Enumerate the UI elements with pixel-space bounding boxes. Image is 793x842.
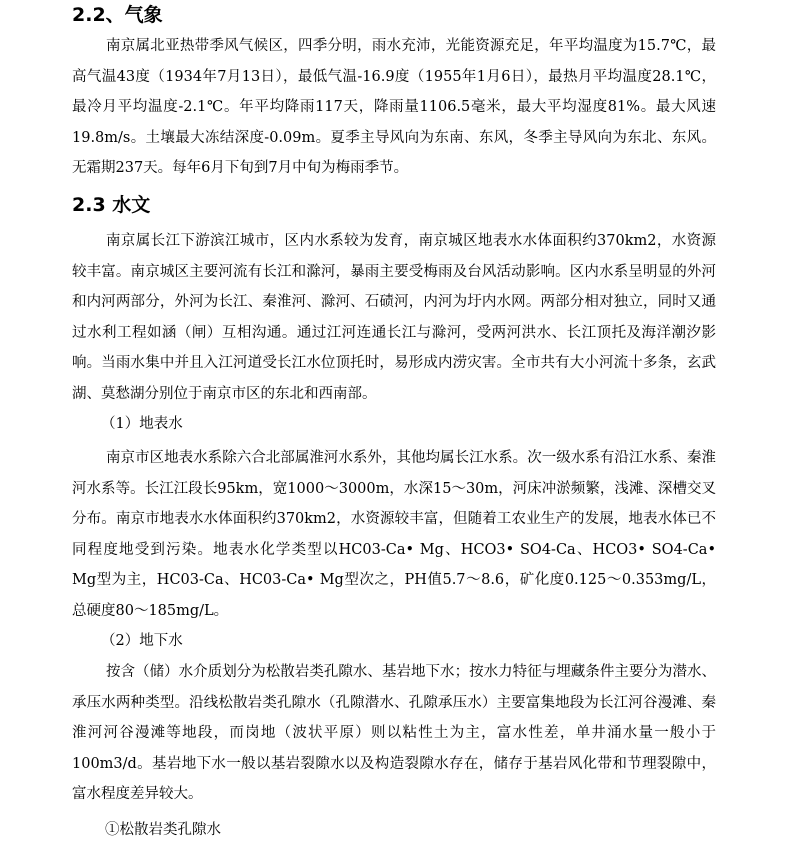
groundwater-paragraph: 按含（储）水介质划分为松散岩类孔隙水、基岩地下水；按水力特征与埋藏条件主要分为潜水、承压水两种类型。沿线松散岩类孔隙水（孔隙潜水、孔隙承压水）主要富集地段为长江河谷漫滩、秦淮河河谷漫滩等地段，而岗地（波状平原）则以粘性土为主，富水性差，单井涌水量一般小于100m3/d。基岩地下水一般以基岩裂隙水以及构造裂隙水存在，储存于基岩风化带和节理裂隙中，富水程度差异较大。 (72, 664, 716, 803)
subsection-title-surface-water: （1）地表水 (101, 416, 183, 432)
surface-water-paragraph: 南京市区地表水系除六合北部属淮河水系外，其他均属长江水系。次一级水系有沿江水系、秦淮河水系等。长江江段长95km，宽1000～3000m，水深15～30m，河床冲淤频繁，浅滩、深槽交叉分布。南京市地表水水体面积约370km2，水资源较丰富，但随着工农业生产的发展，地表水体已不同程度地受到污染。地表水化学类型以HC03-Ca• Mg、HCO3• SO4-Ca、HCO3• SO4-Ca• Mg型为主，HC03-Ca、HC03-Ca• Mg型次之，PH值5.7～8.6，矿化度0.125～0.353mg/L，总硬度80～185mg/L。 (72, 450, 716, 619)
section-heading-climate: 2.2、气象 (72, 4, 163, 26)
item-loose-rock-pore-water: ①松散岩类孔隙水 (105, 822, 221, 838)
climate-paragraph: 南京属北亚热带季风气候区，四季分明，雨水充沛，光能资源充足，年平均温度为15.7℃，最高气温43度（1934年7月13日），最低气温-16.9度（1955年1月6日），最热月平均温度28.1℃，最冷月平均温度-2.1℃。年平均降雨117天，降雨量1106.5毫米，最大平均湿度81%。最大风速19.8m/s。土壤最大冻结深度-0.09m。夏季主导风向为东南、东风，冬季主导风向为东北、东风。无霜期237天。每年6月下旬到7月中旬为梅雨季节。 (72, 38, 716, 177)
section-heading-hydrology: 2.3 水文 (72, 194, 151, 216)
subsection-title-groundwater: （2）地下水 (101, 633, 183, 649)
hydrology-paragraph: 南京属长江下游滨江城市，区内水系较为发育，南京城区地表水水体面积约370km2，水资源较丰富。南京城区主要河流有长江和滁河，暴雨主要受梅雨及台风活动影响。区内水系呈明显的外河和内河两部分，外河为长江、秦淮河、滁河、石碛河，内河为圩内水网。两部分相对独立，同时又通过水利工程如涵（闸）互相沟通。通过江河连通长江与滁河，受两河洪水、长江顶托及海洋潮汐影响。当雨水集中并且入江河道受长江水位顶托时，易形成内涝灾害。全市共有大小河流十多条，玄武湖、莫愁湖分别位于南京市区的东北和西南部。 (72, 233, 716, 402)
